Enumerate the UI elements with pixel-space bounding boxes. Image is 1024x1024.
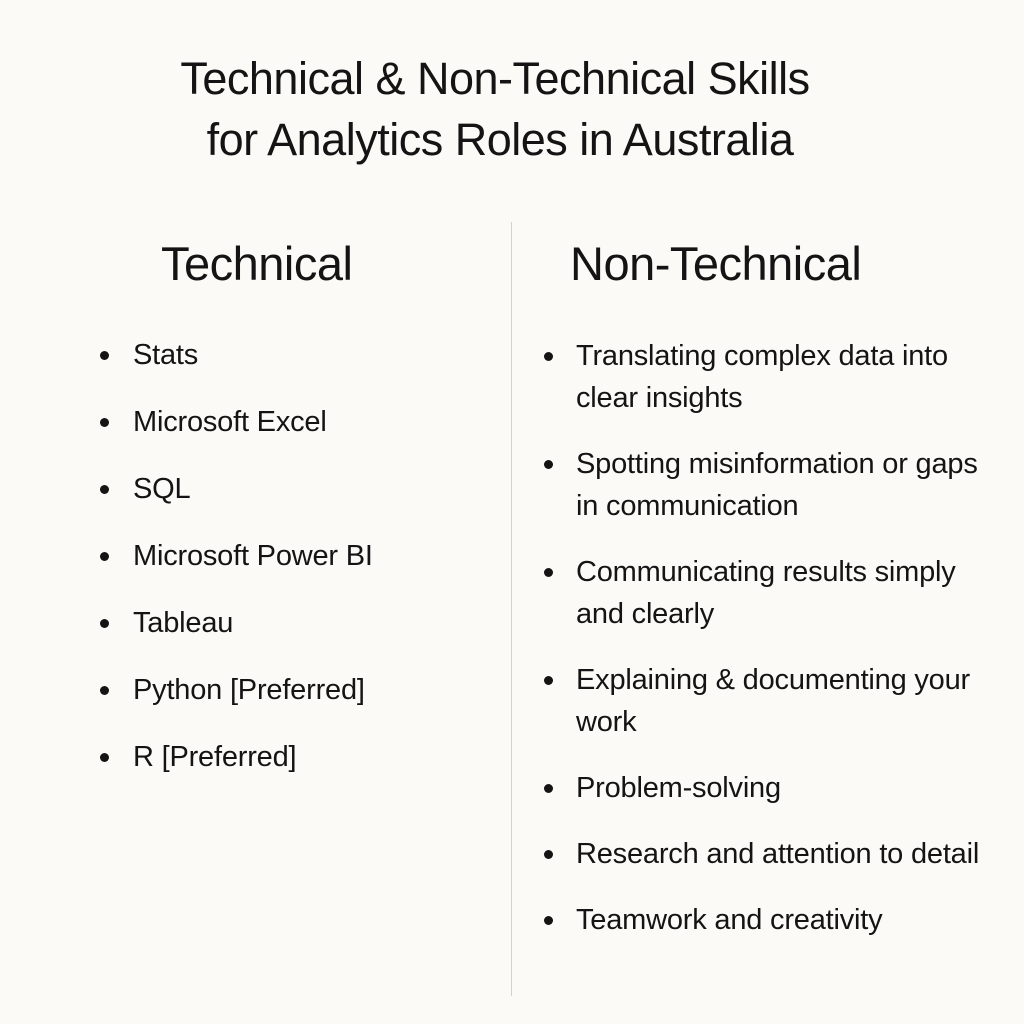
technical-skill-item [133,602,493,644]
column-divider [511,222,512,996]
non-technical-heading: Non-Technical [570,237,862,290]
technical-skill-item [133,736,493,778]
non-technical-skill-label: Research and attention to detail [576,838,980,870]
non-technical-skill-label: Teamwork and creativity [576,904,883,936]
non-technical-skill-item [576,335,996,419]
technical-skill-label: R [Preferred] [133,741,297,773]
technical-skill-label: Python [Preferred] [133,674,365,706]
non-technical-skills-list [576,335,996,965]
bullet-icon [100,686,109,695]
title-line-1: Technical & Non-Technical Skills [180,53,810,104]
non-technical-skill-label: Explaining & documenting your work [576,664,970,738]
bullet-icon [544,352,553,361]
bullet-icon [544,850,553,859]
bullet-icon [544,460,553,469]
page-title [0,48,1024,170]
title-line-2: for Analytics Roles in Australia [206,114,794,165]
bullet-icon [100,351,109,360]
technical-skill-item [133,401,493,443]
technical-skill-label: Microsoft Excel [133,406,327,438]
bullet-icon [544,676,553,685]
technical-skill-item [133,468,493,510]
non-technical-skill-item [576,833,996,875]
non-technical-skill-label: Spotting misinformation or gaps in communication [576,448,978,522]
bullet-icon [100,485,109,494]
technical-skill-label: Microsoft Power BI [133,540,373,572]
non-technical-skill-item [576,551,996,635]
technical-skill-label: Tableau [133,607,234,639]
non-technical-skill-item [576,443,996,527]
technical-skill-item [133,334,493,376]
technical-heading: Technical [161,237,353,290]
technical-skills-list [133,334,493,803]
non-technical-skill-label: Translating complex data into clear insights [576,340,948,414]
non-technical-skill-item [576,899,996,941]
non-technical-skill-item [576,767,996,809]
technical-skill-label: Stats [133,339,199,371]
non-technical-skill-label: Problem-solving [576,772,781,804]
bullet-icon [100,619,109,628]
non-technical-skill-label: Communicating results simply and clearly [576,556,956,630]
bullet-icon [100,753,109,762]
technical-skill-item [133,669,493,711]
bullet-icon [100,552,109,561]
bullet-icon [100,418,109,427]
technical-skill-label: SQL [133,473,191,505]
bullet-icon [544,784,553,793]
bullet-icon [544,568,553,577]
bullet-icon [544,916,553,925]
technical-skill-item [133,535,493,577]
non-technical-skill-item [576,659,996,743]
